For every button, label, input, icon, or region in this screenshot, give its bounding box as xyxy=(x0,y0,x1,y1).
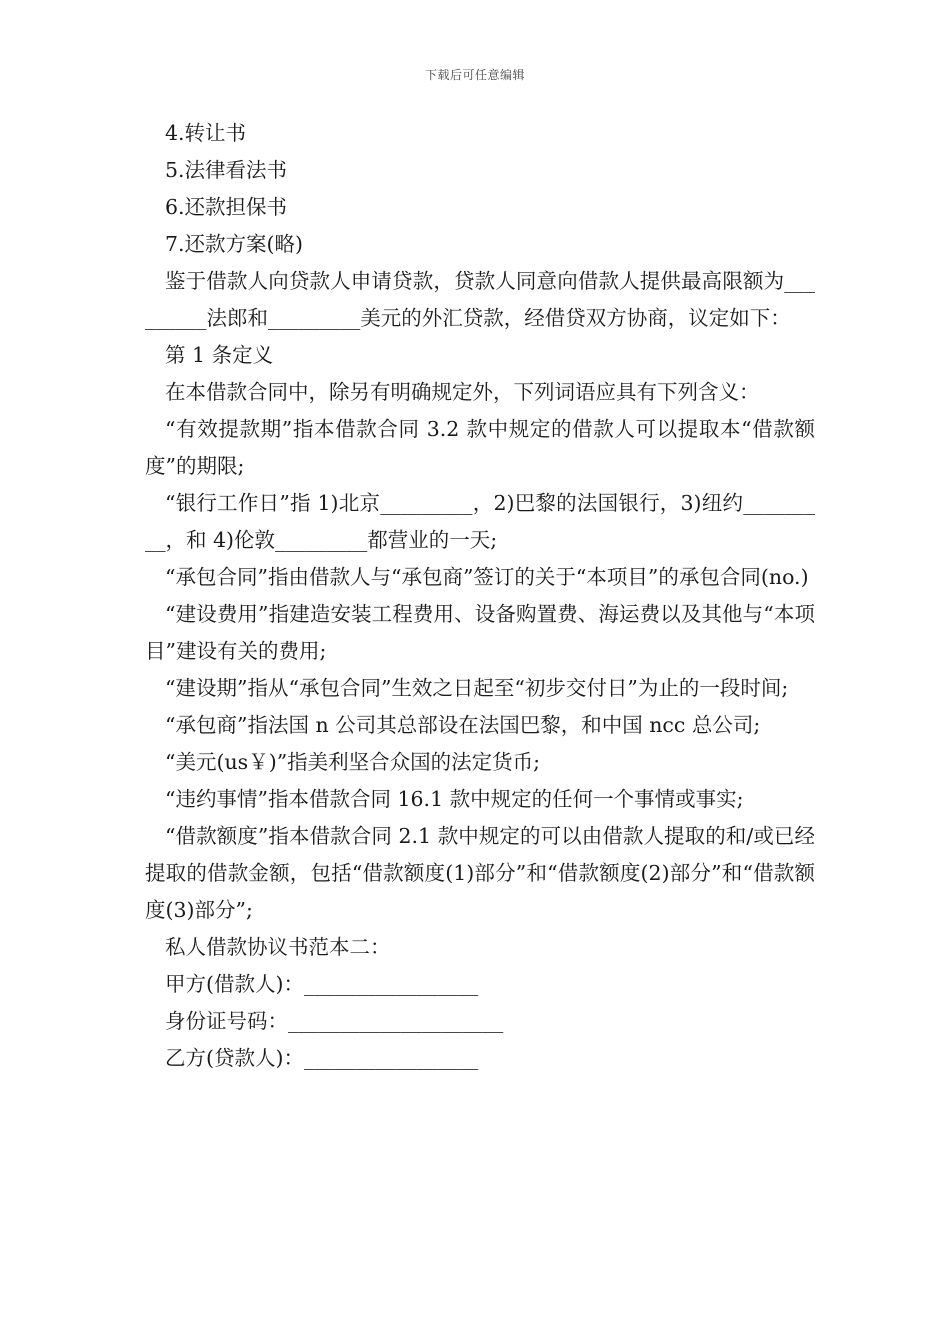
page-header: 下载后可任意编辑 xyxy=(424,68,525,82)
definition-effective-drawdown-period: “有效提款期”指本借款合同 3.2 款中规定的借款人可以提取本“借款额度”的期限; xyxy=(145,417,815,478)
article-1-heading: 第 1 条定义 xyxy=(165,343,274,367)
list-item-transfer-letter: 4.转让书 xyxy=(165,121,247,145)
id-number-field: 身份证号码：_____________________ xyxy=(165,1009,504,1033)
document-body xyxy=(145,115,815,1077)
party-b-lender-field: 乙方(贷款人)：_________________ xyxy=(165,1046,479,1070)
definition-contractor: “承包商”指法国 n 公司其总部设在法国巴黎，和中国 ncc 总公司; xyxy=(165,713,761,737)
party-a-borrower-field: 甲方(借款人)：_________________ xyxy=(165,972,479,996)
preamble-paragraph: 鉴于借款人向贷款人申请贷款，贷款人同意向借款人提供最高限额为_________法郎和_________美元的外汇贷款，经借贷双方协商，议定如下： xyxy=(145,269,815,330)
definition-contract: “承包合同”指由借款人与“承包商”签订的关于“本项目”的承包合同(no.) xyxy=(165,565,809,589)
definitions-intro: 在本借款合同中，除另有明确规定外，下列词语应具有下列含义： xyxy=(165,380,760,404)
list-item-repayment-guarantee: 6.还款担保书 xyxy=(165,195,288,219)
definition-construction-cost: “建设费用”指建造安装工程费用、设备购置费、海运费以及其他与“本项目”建设有关的费用; xyxy=(145,602,815,663)
definition-banking-day: “银行工作日”指 1)北京_________，2)巴黎的法国银行，3)纽约_________，和 4)伦敦_________都营业的一天; xyxy=(145,491,815,552)
template-two-heading: 私人借款协议书范本二： xyxy=(165,935,391,959)
definition-construction-period: “建设期”指从“承包合同”生效之日起至“初步交付日”为止的一段时间; xyxy=(165,676,789,700)
list-item-repayment-plan: 7.还款方案(略) xyxy=(165,232,304,256)
list-item-legal-opinion: 5.法律看法书 xyxy=(165,158,288,182)
definition-event-of-default: “违约事情”指本借款合同 16.1 款中规定的任何一个事情或事实; xyxy=(165,787,744,811)
definition-loan-facility: “借款额度”指本借款合同 2.1 款中规定的可以由借款人提取的和/或已经提取的借款金额，包括“借款额度(1)部分”和“借款额度(2)部分”和“借款额度(3)部分”; xyxy=(145,824,815,922)
definition-us-dollar: “美元(us￥)”指美利坚合众国的法定货币; xyxy=(165,750,541,774)
